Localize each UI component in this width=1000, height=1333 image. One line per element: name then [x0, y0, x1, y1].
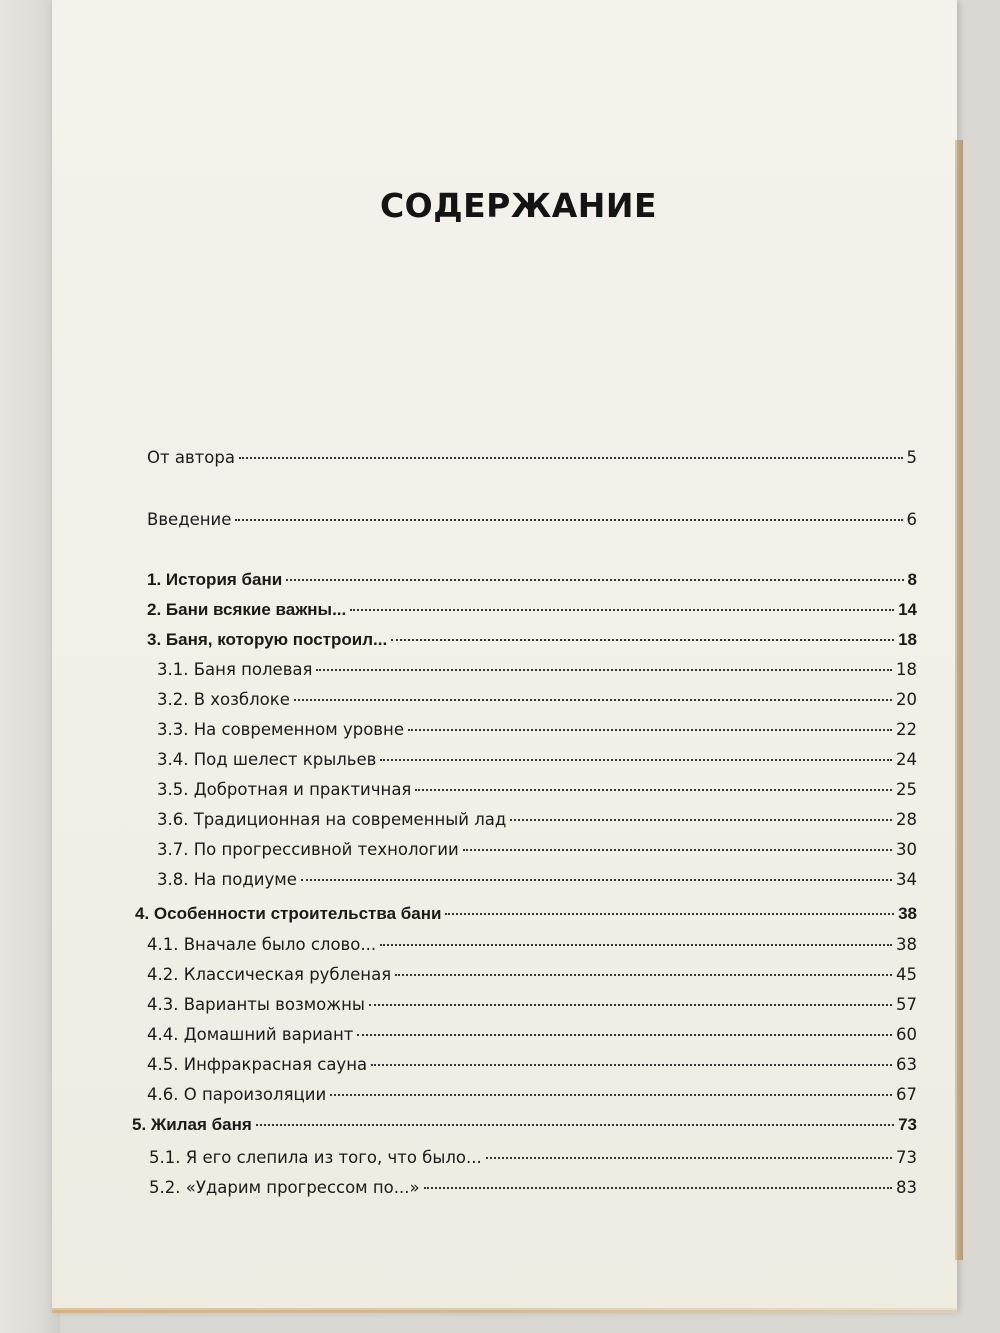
page-bottom-edge	[52, 1308, 957, 1313]
toc-entry-title: 2. Бани всякие важны...	[147, 600, 347, 619]
dot-leader	[395, 954, 892, 976]
toc-entry-page: 5	[906, 448, 917, 467]
toc-entry-title: 5. Жилая баня	[132, 1115, 252, 1134]
toc-entry	[147, 441, 917, 465]
toc-entry	[157, 743, 917, 767]
toc-entry-page: 25	[896, 780, 917, 799]
dot-leader	[235, 499, 902, 521]
toc-entry-page: 38	[898, 904, 917, 923]
toc-entry-title: 3. Баня, которую построил...	[147, 630, 388, 649]
toc-entry-page: 22	[896, 720, 917, 739]
toc-entry-title: 4.4. Домашний вариант	[147, 1025, 354, 1044]
toc-entry-page: 28	[896, 810, 917, 829]
toc-entry	[147, 958, 917, 982]
book-page	[52, 0, 957, 1310]
toc-entry	[147, 1018, 917, 1042]
toc-entry-title: 4. Особенности строительства бани	[135, 904, 442, 923]
toc-entry-page: 73	[898, 1115, 917, 1134]
dot-leader	[256, 1104, 894, 1126]
dot-leader	[371, 1044, 892, 1066]
toc-entry	[157, 713, 917, 737]
toc-entry-title: Введение	[147, 510, 232, 529]
toc-entry-title: 4.5. Инфракрасная сауна	[147, 1055, 368, 1074]
toc-entry-title: 1. История бани	[147, 570, 283, 589]
dot-leader	[415, 769, 892, 791]
dot-leader	[486, 1137, 892, 1159]
toc-entry-title: 3.3. На современном уровне	[157, 720, 404, 739]
dot-leader	[408, 709, 892, 731]
toc-entry	[157, 803, 917, 827]
toc-entry-page: 83	[896, 1178, 917, 1197]
toc-entry-page: 73	[896, 1148, 917, 1167]
toc-entry-page: 63	[896, 1055, 917, 1074]
toc-entry-page: 20	[896, 690, 917, 709]
dot-leader	[330, 1074, 892, 1096]
dot-leader	[301, 859, 892, 881]
dot-leader	[239, 437, 903, 459]
toc-entry-page: 14	[898, 600, 917, 619]
toc-entry-title: 3.8. На подиуме	[157, 870, 297, 889]
toc-entry	[147, 503, 917, 527]
toc-entry-title: 5.2. «Ударим прогрессом по...»	[149, 1178, 420, 1197]
dot-leader	[350, 589, 894, 611]
toc-entry-page: 18	[896, 660, 917, 679]
toc-entry	[147, 928, 917, 952]
toc-entry	[149, 1171, 917, 1195]
toc-entry-page: 38	[896, 935, 917, 954]
toc-entry-title: 3.5. Добротная и практичная	[157, 780, 412, 799]
toc-entry-page: 60	[896, 1025, 917, 1044]
toc-entry	[157, 863, 917, 887]
toc-entry-page: 6	[906, 510, 917, 529]
toc-entry-page: 8	[907, 570, 917, 589]
page-title: СОДЕРЖАНИЕ	[379, 186, 658, 225]
toc-entry-title: 3.2. В хозблоке	[157, 690, 290, 709]
toc-entry	[147, 1048, 917, 1072]
toc-entry	[157, 833, 917, 857]
toc-entry-title: 3.7. По прогрессивной технологии	[157, 840, 459, 859]
toc-entry	[157, 773, 917, 797]
toc-entry	[157, 653, 917, 677]
toc-entry-page: 34	[896, 870, 917, 889]
dot-leader	[380, 739, 892, 761]
toc-entry-page: 45	[896, 965, 917, 984]
dot-leader	[294, 679, 892, 701]
toc-entry-page: 67	[896, 1085, 917, 1104]
toc-entry-title: 3.4. Под шелест крыльев	[157, 750, 377, 769]
toc-entry	[147, 623, 917, 647]
dot-leader	[286, 559, 903, 581]
toc-entry-title: 4.6. О пароизоляции	[147, 1085, 327, 1104]
toc-entry-title: От автора	[147, 448, 235, 467]
toc-entry-title: 3.1. Баня полевая	[157, 660, 313, 679]
toc-entry-page: 24	[896, 750, 917, 769]
toc-entry-title: 4.3. Варианты возможны	[147, 995, 365, 1014]
toc-entry	[147, 988, 917, 1012]
dot-leader	[445, 893, 894, 915]
toc-entry-title: 3.6. Традиционная на современный лад	[157, 810, 507, 829]
dot-leader	[316, 649, 892, 671]
toc-entry-page: 57	[896, 995, 917, 1014]
toc-entry	[147, 593, 917, 617]
toc-entry-title: 4.2. Классическая рубленая	[147, 965, 392, 984]
toc-entry	[135, 897, 917, 921]
toc-entry-title: 5.1. Я его слепила из того, что было...	[149, 1148, 482, 1167]
toc-entry	[157, 683, 917, 707]
toc-entry-title: 4.1. Вначале было слово...	[147, 935, 377, 954]
dot-leader	[391, 619, 894, 641]
dot-leader	[369, 984, 892, 1006]
dot-leader	[357, 1014, 892, 1036]
toc-entry	[149, 1141, 917, 1165]
dot-leader	[510, 799, 892, 821]
background-surface	[0, 0, 60, 1333]
toc-entry-page: 18	[898, 630, 917, 649]
toc-entry	[132, 1108, 917, 1132]
toc-entry	[147, 563, 917, 587]
dot-leader	[424, 1167, 892, 1189]
page-edge	[955, 140, 963, 1260]
dot-leader	[380, 924, 892, 946]
toc-entry-page: 30	[896, 840, 917, 859]
dot-leader	[463, 829, 892, 851]
toc-entry	[147, 1078, 917, 1102]
